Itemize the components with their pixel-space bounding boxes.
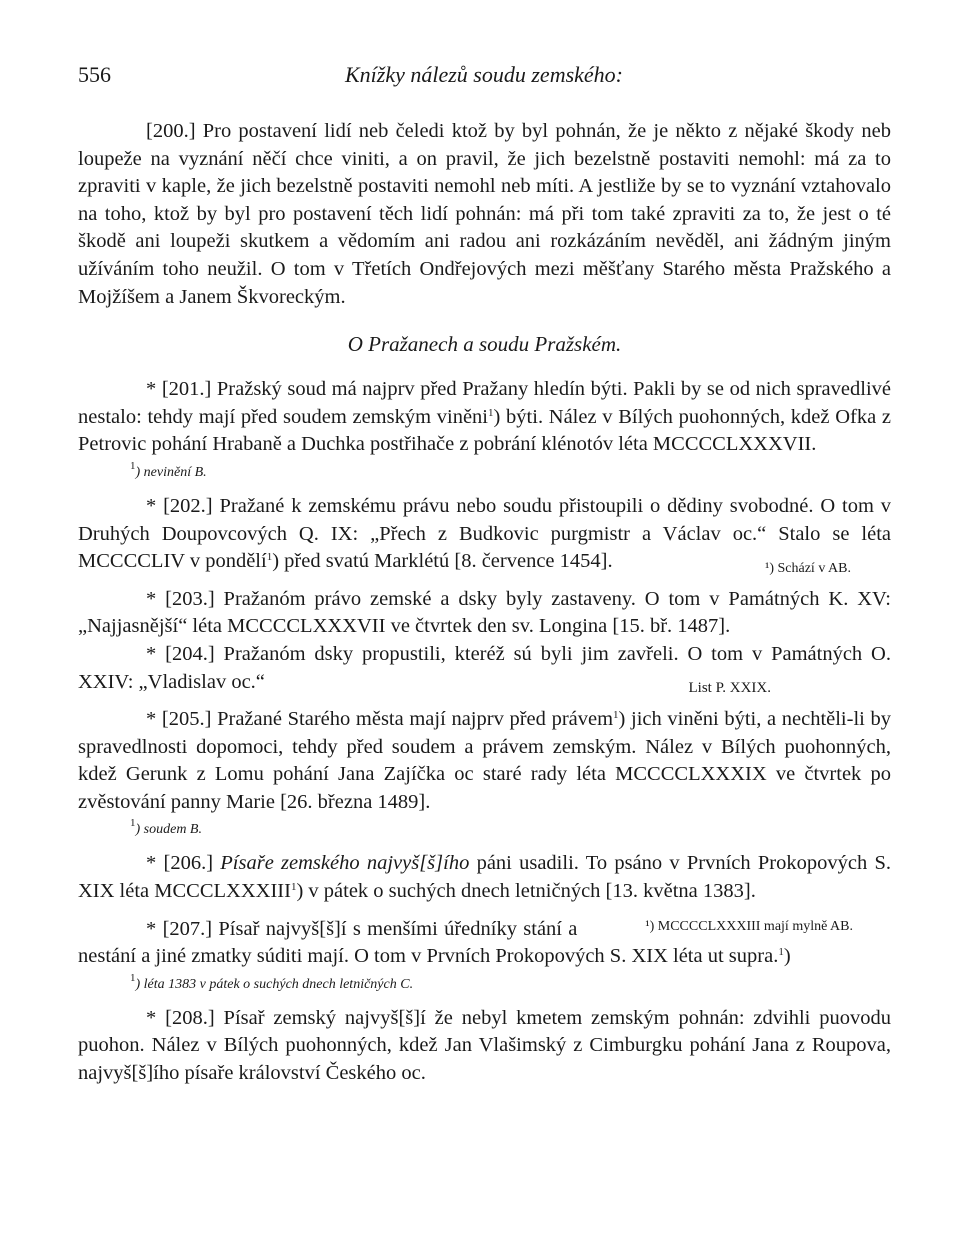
- paragraph-208: * [208.] Písař zemský najvyš[š]í že nebyl kmetem zemským pohnán: zdvihli puovodu puohon. Nález v Bílých puohonných, kdež Jan Vlašimský z Cimburgku pohání Jana z Roupova, najvyš[š]ího písaře království Českého oc.: [78, 1006, 891, 1085]
- side-footnote-202: ¹) Schází v AB.: [765, 561, 851, 577]
- footnote-text: ) soudem B.: [135, 822, 202, 838]
- page-number: 556: [78, 62, 111, 87]
- paragraph-202: [78, 493, 891, 576]
- footnote-205: [130, 817, 891, 839]
- footnote-num: 1: [130, 459, 136, 472]
- footnote-ref: 1: [266, 551, 273, 564]
- footnote-ref: 1: [778, 946, 784, 959]
- footnote-207: [130, 971, 891, 994]
- paragraph-204-text: * [204.] Pražanóm dsky propustili, kteréž sú byli jim zavřeli. O tom v Památných O. XXIV: „Vladislav oc.“: [78, 642, 891, 693]
- paragraph-206-italic: Písaře zemského najvyš[š]ího: [220, 852, 470, 875]
- section-title: O Pražanech a soudu Pražském.: [347, 332, 622, 357]
- side-footnote-206: ¹) MCCCCLXXXIII mají mylně AB.: [645, 918, 853, 934]
- paragraph-205: [78, 706, 891, 816]
- paragraph-203: * [203.] Pražanóm právo zemské a dsky byly zastaveny. O tom v Památných K. XV: „Najjasnější“ léta MCCCCLXXXVII ve čtvrtek den sv. Longina [15. bř. 1487].: [78, 587, 891, 638]
- paragraph-206: [78, 850, 891, 934]
- footnote-num: 1: [130, 817, 136, 830]
- paragraph-200: [200.] Pro postavení lidí neb čeledi ktož by byl pohnán, že je někto z nějaké škody neb loupeže na vyznání něčí chce viniti, a on pravil, že jich bezelstně postaviti nemohl: má za to zpraviti v kaple, že jich bezelstně postaviti nemohl neb míti. A jestliže by se to vyznání vztahovalo na toho, ktož by byl pro postavení těch lidí pohnán: má při tom také zpraviti za to, že jest o té škodě ani loupeži skutkem a vědomím ani radou ani rozkázáním nevěděl, ani žádným jiným užíváním toho neužil. O tom v Třetích Ondřejových mezi měšťany Starého města Pražského a Mojžíšem a Janem Škvoreckým.: [78, 120, 891, 308]
- paragraph-207-text: * [207.] Písař najvyš[š]í s menšími úředníky stání a nestání a jiné zmatky súditi mají. O tom v Prvních Prokopových S. XIX léta ut supra.: [78, 917, 779, 968]
- paragraph-202-text-a: * [202.] Pražané k zemskému právu nebo soudu přistoupili o dědiny svobodné. O tom v Druhých Doupovcových Q. IX: „Přech z Budkovic purgmistr a Václav oc.“ Stalo se léta MCCCCLIV v pondělí: [78, 494, 891, 573]
- paragraph-202-text-b: ) před svatú Marklétú [8. července 1454].: [272, 550, 613, 573]
- paragraph-207-after: ): [783, 945, 791, 968]
- running-title: Knížky nálezů soudu zemského:: [344, 62, 623, 87]
- paragraph-204: [78, 641, 891, 696]
- paragraph-206-text-a: * [206.]: [146, 852, 221, 875]
- page-body: [78, 118, 891, 1088]
- paragraph-201-text-a: * [201.] Pražský soud má najprv před Pražany hledín býti. Pakli by se od nich spravedlivé nestalo: tehdy mají před soudem zemským viněni: [78, 378, 891, 428]
- footnote-text: ) nevinění B.: [135, 464, 207, 480]
- footnote-num: 1: [130, 971, 136, 984]
- footnote-ref: 1: [488, 406, 494, 419]
- footnote-text: ) léta 1383 v pátek o suchých dnech letničných C.: [135, 976, 414, 992]
- footnote-201: [130, 459, 891, 482]
- paragraph-201-text-b: ) býti. Nález v Bílých puohonných, kdež Ofka z Petrovic pohání Hrabaně a Duchka postřihače z pobrání klénotóv léta MCCCCLXXXVII.: [78, 405, 891, 456]
- paragraph-205-text-b: ) jich viněni býti, a nechtěli-li by spravedlnosti dopomoci, tehdy před soudem a právem zemským. Nález v Bílých puohonných, kdež Gerunk z Lomu pohání Jana Zajíčka oc staré rady léta MCCCCLXXXIX ve čtvrtek po zvěstování panny Marie [26. března 1489].: [78, 708, 892, 813]
- side-note-204: List P. XXIX.: [688, 679, 771, 696]
- paragraph-201: [78, 376, 891, 459]
- paragraph-205-text-a: * [205.] Pražané Starého města mají najprv před právem: [146, 708, 614, 731]
- paragraph-206-text-c: ) v pátek o suchých dnech letničných [13. května 1383].: [296, 880, 756, 903]
- footnote-ref: 1: [290, 881, 297, 894]
- footnote-ref: 1: [613, 709, 619, 722]
- page-header: [78, 62, 890, 92]
- paragraph-206-text-b: páni usadili. To psáno v Prvních Prokopových S. XIX léta MCCCLXXXIII: [78, 852, 891, 903]
